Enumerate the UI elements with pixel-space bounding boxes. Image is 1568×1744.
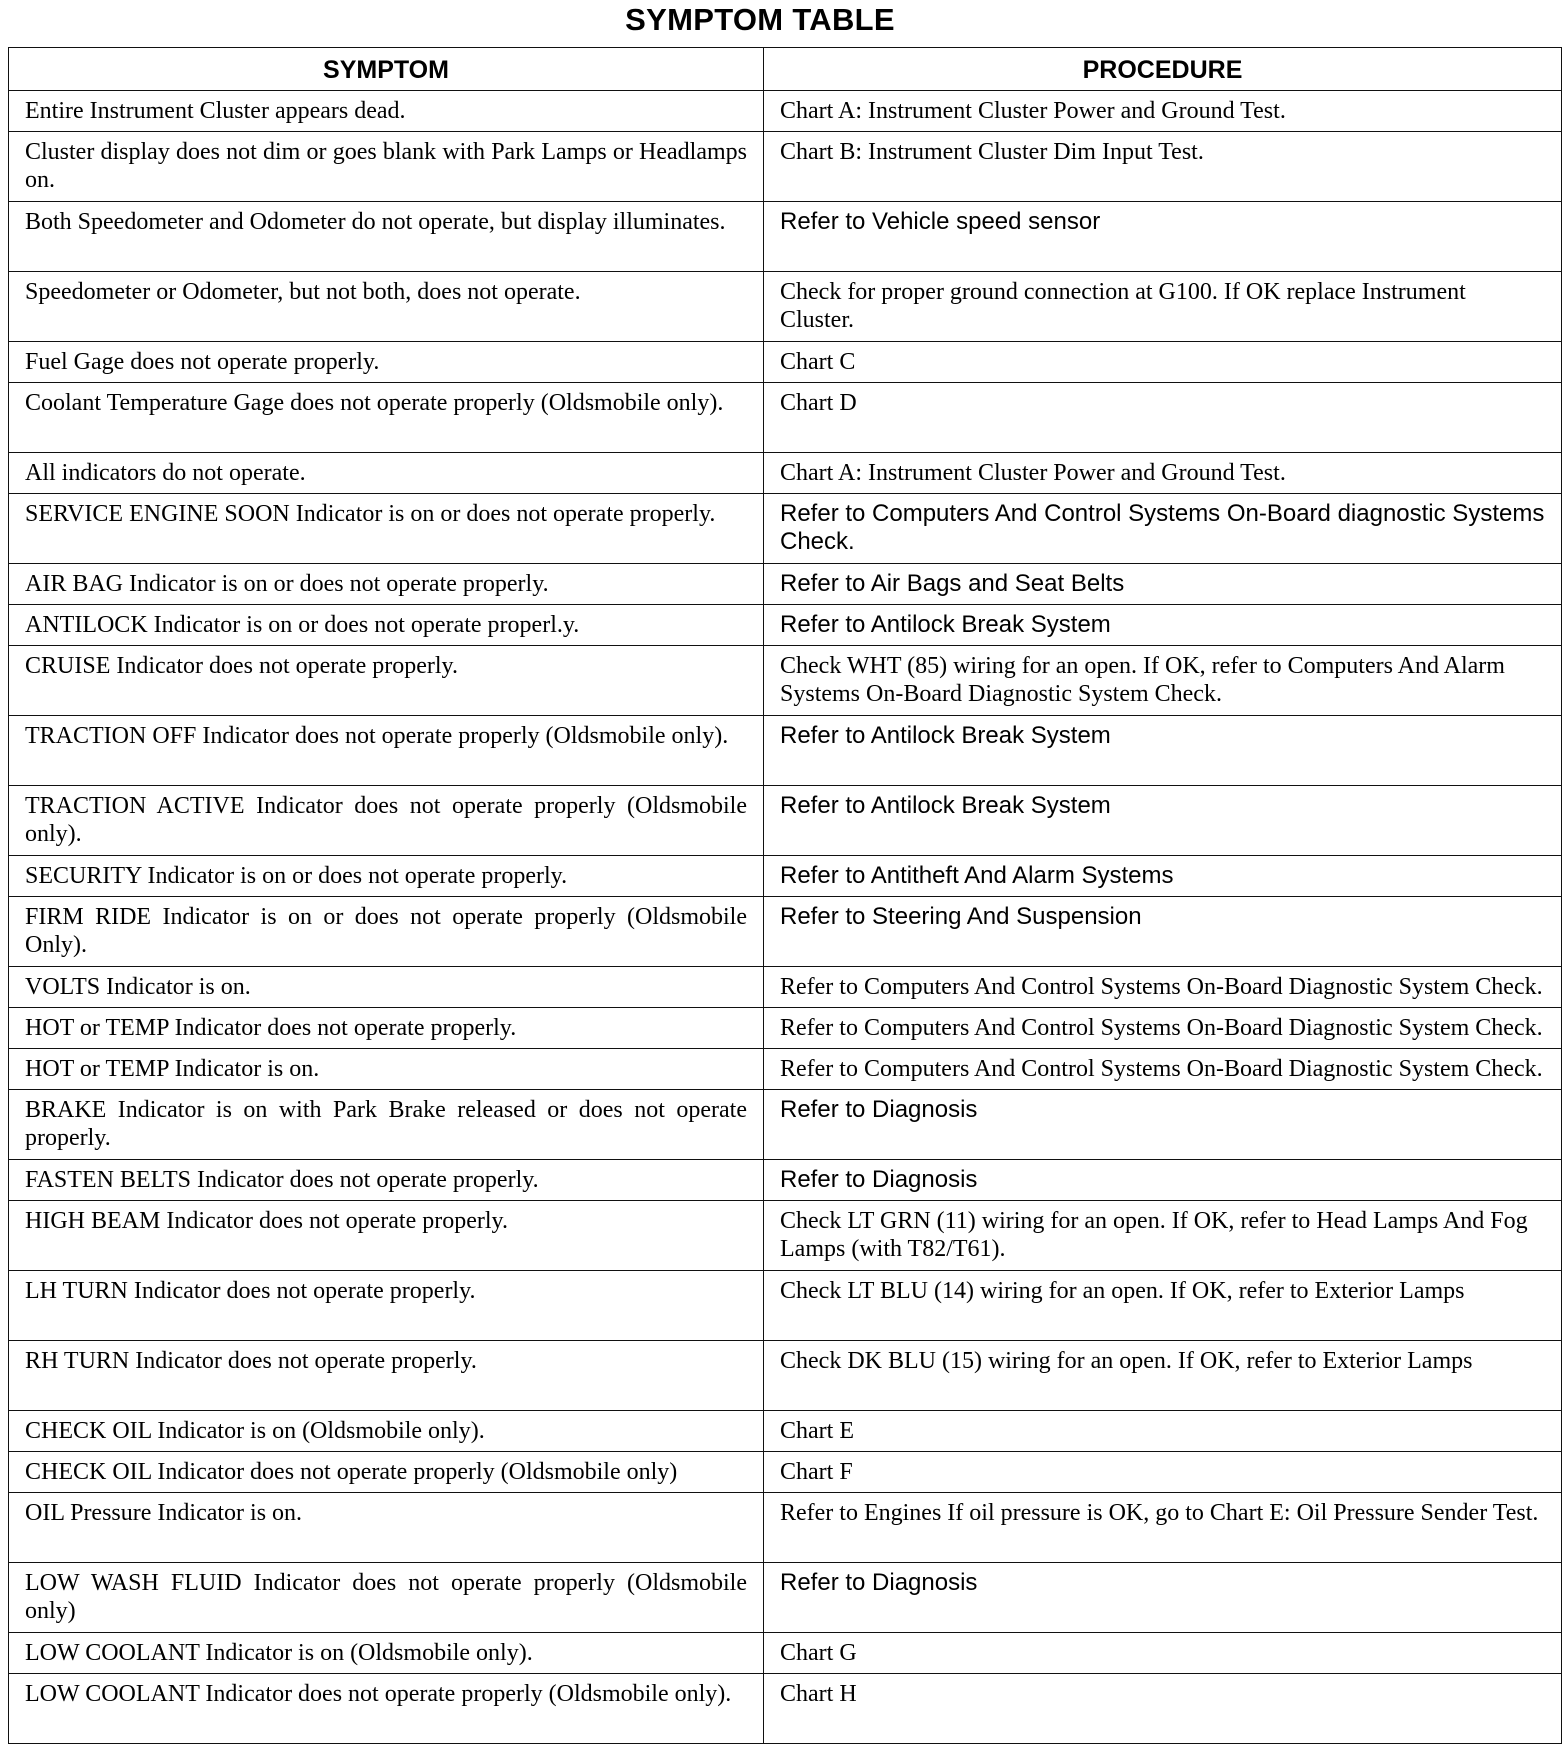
procedure-cell: Refer to Air Bags and Seat Belts (764, 564, 1562, 605)
table-row (9, 1633, 1562, 1674)
symptom-cell: LOW COOLANT Indicator does not operate properly (Oldsmobile only). (9, 1674, 764, 1744)
table-row (9, 272, 1562, 342)
table-row (9, 1008, 1562, 1049)
table-row (9, 342, 1562, 383)
procedure-cell: Check DK BLU (15) wiring for an open. If OK, refer to Exterior Lamps (764, 1341, 1562, 1411)
symptom-cell: RH TURN Indicator does not operate properly. (9, 1341, 764, 1411)
procedure-cell: Chart D (764, 383, 1562, 453)
symptom-cell: LH TURN Indicator does not operate properly. (9, 1271, 764, 1341)
procedure-cell: Refer to Steering And Suspension (764, 897, 1562, 967)
table-row (9, 91, 1562, 132)
table-row (9, 605, 1562, 646)
page-title: SYMPTOM TABLE (625, 2, 895, 37)
procedure-cell: Refer to Antilock Break System (764, 716, 1562, 786)
procedure-cell: Refer to Computers And Control Systems On-Board diagnostic Systems Check. (764, 494, 1562, 564)
symptom-cell: All indicators do not operate. (9, 453, 764, 494)
procedure-cell: Refer to Computers And Control Systems On-Board Diagnostic System Check. (764, 967, 1562, 1008)
procedure-cell: Check for proper ground connection at G100. If OK replace Instrument Cluster. (764, 272, 1562, 342)
symptom-cell: Both Speedometer and Odometer do not operate, but display illuminates. (9, 202, 764, 272)
symptom-cell: LOW WASH FLUID Indicator does not operate properly (Oldsmobile only) (9, 1563, 764, 1633)
symptom-cell: Entire Instrument Cluster appears dead. (9, 91, 764, 132)
table-row (9, 1341, 1562, 1411)
symptom-cell: TRACTION OFF Indicator does not operate properly (Oldsmobile only). (9, 716, 764, 786)
symptom-cell: HOT or TEMP Indicator is on. (9, 1049, 764, 1090)
symptom-cell: TRACTION ACTIVE Indicator does not operate properly (Oldsmobile only). (9, 786, 764, 856)
table-row (9, 1090, 1562, 1160)
symptom-table (8, 47, 1562, 1744)
table-row (9, 132, 1562, 202)
procedure-cell: Chart H (764, 1674, 1562, 1744)
procedure-cell: Refer to Antitheft And Alarm Systems (764, 856, 1562, 897)
symptom-cell: FASTEN BELTS Indicator does not operate properly. (9, 1160, 764, 1201)
symptom-cell: LOW COOLANT Indicator is on (Oldsmobile only). (9, 1633, 764, 1674)
procedure-cell: Refer to Antilock Break System (764, 786, 1562, 856)
table-row (9, 716, 1562, 786)
procedure-cell: Chart B: Instrument Cluster Dim Input Test. (764, 132, 1562, 202)
table-row (9, 856, 1562, 897)
table-row (9, 494, 1562, 564)
procedure-column-header: PROCEDURE (764, 48, 1562, 91)
table-row (9, 1411, 1562, 1452)
procedure-cell: Chart C (764, 342, 1562, 383)
table-row (9, 1452, 1562, 1493)
procedure-cell: Refer to Antilock Break System (764, 605, 1562, 646)
symptom-cell: SERVICE ENGINE SOON Indicator is on or does not operate properly. (9, 494, 764, 564)
table-row (9, 967, 1562, 1008)
procedure-cell: Refer to Vehicle speed sensor (764, 202, 1562, 272)
symptom-cell: VOLTS Indicator is on. (9, 967, 764, 1008)
table-row (9, 1493, 1562, 1563)
table-row (9, 897, 1562, 967)
symptom-cell: CHECK OIL Indicator is on (Oldsmobile only). (9, 1411, 764, 1452)
symptom-cell: Coolant Temperature Gage does not operate properly (Oldsmobile only). (9, 383, 764, 453)
procedure-cell: Chart F (764, 1452, 1562, 1493)
table-row (9, 646, 1562, 716)
table-row (9, 1201, 1562, 1271)
symptom-cell: SECURITY Indicator is on or does not operate properly. (9, 856, 764, 897)
procedure-cell: Refer to Diagnosis (764, 1563, 1562, 1633)
table-row (9, 786, 1562, 856)
table-header-row (9, 48, 1562, 91)
symptom-cell: BRAKE Indicator is on with Park Brake released or does not operate properly. (9, 1090, 764, 1160)
symptom-cell: Fuel Gage does not operate properly. (9, 342, 764, 383)
procedure-cell: Chart G (764, 1633, 1562, 1674)
symptom-cell: FIRM RIDE Indicator is on or does not operate properly (Oldsmobile Only). (9, 897, 764, 967)
symptom-cell: HOT or TEMP Indicator does not operate properly. (9, 1008, 764, 1049)
procedure-cell: Check LT GRN (11) wiring for an open. If OK, refer to Head Lamps And Fog Lamps (with T82/T61). (764, 1201, 1562, 1271)
procedure-cell: Chart A: Instrument Cluster Power and Ground Test. (764, 453, 1562, 494)
table-row (9, 453, 1562, 494)
table-row (9, 1271, 1562, 1341)
table-row (9, 564, 1562, 605)
symptom-cell: Speedometer or Odometer, but not both, does not operate. (9, 272, 764, 342)
procedure-cell: Refer to Computers And Control Systems On-Board Diagnostic System Check. (764, 1049, 1562, 1090)
symptom-cell: CRUISE Indicator does not operate properly. (9, 646, 764, 716)
table-row (9, 1674, 1562, 1744)
table-row (9, 202, 1562, 272)
procedure-cell: Chart A: Instrument Cluster Power and Ground Test. (764, 91, 1562, 132)
symptom-cell: Cluster display does not dim or goes blank with Park Lamps or Headlamps on. (9, 132, 764, 202)
procedure-cell: Refer to Computers And Control Systems On-Board Diagnostic System Check. (764, 1008, 1562, 1049)
symptom-cell: AIR BAG Indicator is on or does not operate properly. (9, 564, 764, 605)
procedure-cell: Chart E (764, 1411, 1562, 1452)
symptom-cell: HIGH BEAM Indicator does not operate properly. (9, 1201, 764, 1271)
table-body (9, 91, 1562, 1744)
table-row (9, 1049, 1562, 1090)
symptom-column-header: SYMPTOM (9, 48, 764, 91)
procedure-cell: Refer to Diagnosis (764, 1090, 1562, 1160)
table-row (9, 383, 1562, 453)
symptom-cell: OIL Pressure Indicator is on. (9, 1493, 764, 1563)
table-row (9, 1160, 1562, 1201)
procedure-cell: Check LT BLU (14) wiring for an open. If OK, refer to Exterior Lamps (764, 1271, 1562, 1341)
procedure-cell: Refer to Diagnosis (764, 1160, 1562, 1201)
table-row (9, 1563, 1562, 1633)
procedure-cell: Check WHT (85) wiring for an open. If OK, refer to Computers And Alarm Systems On-Board Diagnostic System Check. (764, 646, 1562, 716)
procedure-cell: Refer to Engines If oil pressure is OK, go to Chart E: Oil Pressure Sender Test. (764, 1493, 1562, 1563)
symptom-cell: CHECK OIL Indicator does not operate properly (Oldsmobile only) (9, 1452, 764, 1493)
symptom-cell: ANTILOCK Indicator is on or does not operate properl.y. (9, 605, 764, 646)
